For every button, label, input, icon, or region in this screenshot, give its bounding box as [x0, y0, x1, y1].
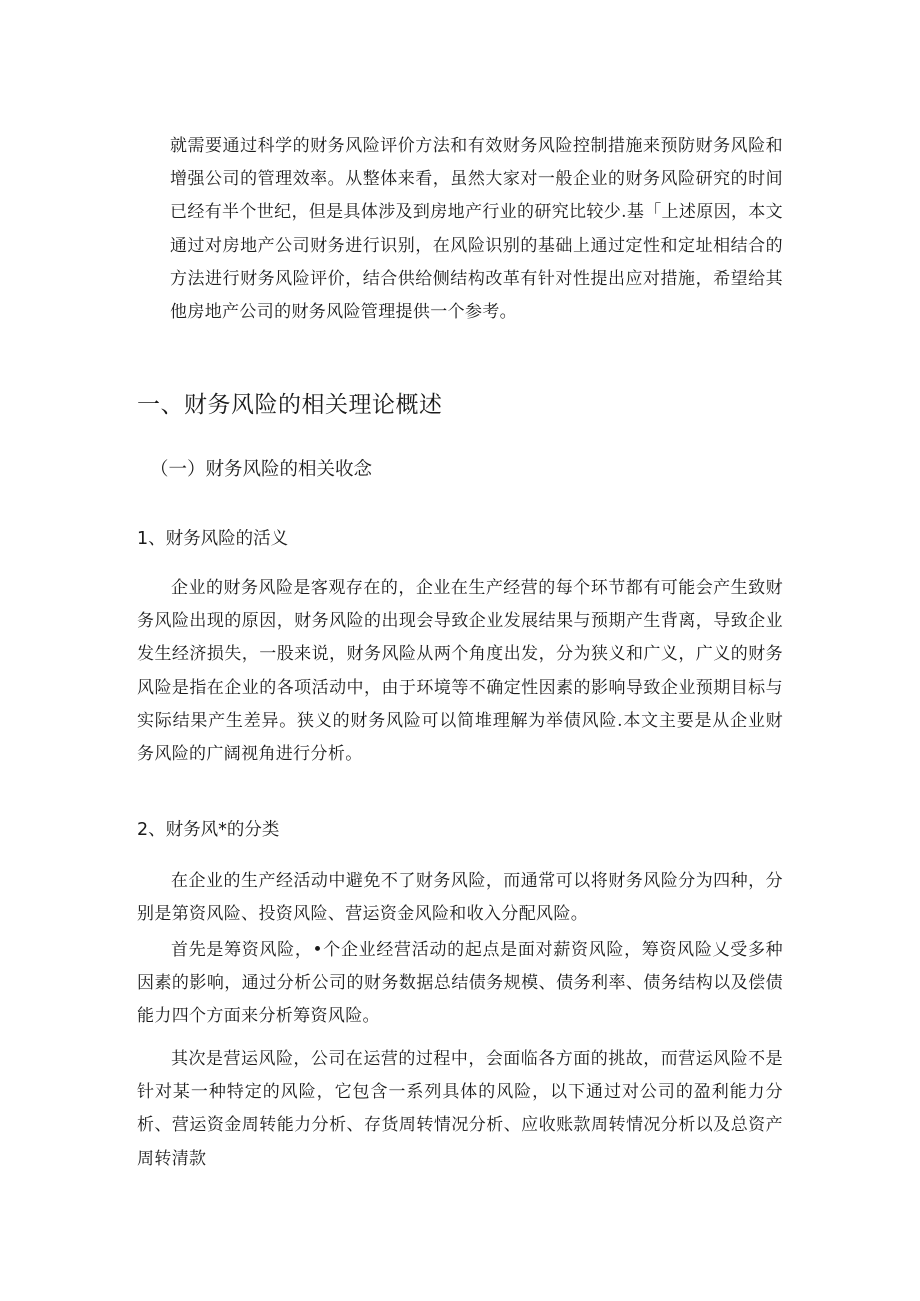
item2-paragraph-1: 在企业的生产经活动中避免不了财务风险，而通常可以将财务风险分为四种，分别是第资风险、投资风险、营运资金风险和收入分配风险。 — [137, 871, 783, 925]
item1-paragraph: 企业的财务风险是客观存在的，企业在生产经营的每个环节都有可能会产生致财务风险出现的原因，财务风险的出现会导致企业发展结果与预期产生背离，导致企业发生经济损失，一股来说，财务风险从两个角度出发，分为狭义和广义，广义的财务风险是指在企业的各项活动中，由于环境等不确定性因素的影响导致企业预期目标与实际结果产生差异。狭义的财务风险可以简堆理解为举债风险.本文主要是从企业财务风险的广阔视角进行分析。 — [137, 578, 783, 765]
item2-paragraph-3: 其次是营运风险，公司在运营的过程中，会面临各方面的挑故，而营运风险不是针对某一种特定的风险，它包含一系列具体的风险，以下通过对公司的盈利能力分析、营运资金周转能力分析、存货周转情况分析、应收账款周转情况分析以及总资产周转清款 — [137, 1049, 783, 1169]
subsection-title: （一）财务风险的相关收念 — [150, 459, 373, 480]
section-title: 一、财务风险的相关理论概述 — [137, 392, 443, 418]
item2-title: 2、财务风*的分类 — [137, 820, 280, 840]
intro-paragraph: 就需要通过科学的财务风险评价方法和有效财务风险控制措施来预防财务风险和增强公司的管理效率。从整体来看，虽然大家对一般企业的财务风险研究的时间已经有半个世纪，但是具体涉及到房地产行业的研究比较少.基「上述原因，本文通过对房地产公司财务进行识别，在风险识别的基础上通过定性和定址相结合的方法进行财务风险评价，结合供给侧结构改革有针对性提出应对措施，希望给其他房地产公司的财务风险管理提供一个参考。 — [170, 136, 784, 323]
item1-title: 1、财务风险的活义 — [137, 529, 289, 549]
item2-paragraph-2: 首先是筹资风险，•个企业经营活动的起点是面对薪资风险，筹资风险乂受多种因素的影响，通过分析公司的财务数据总结债务规模、债务利率、债务结构以及偿债能力四个方面来分析筹资风险。 — [137, 940, 783, 1027]
